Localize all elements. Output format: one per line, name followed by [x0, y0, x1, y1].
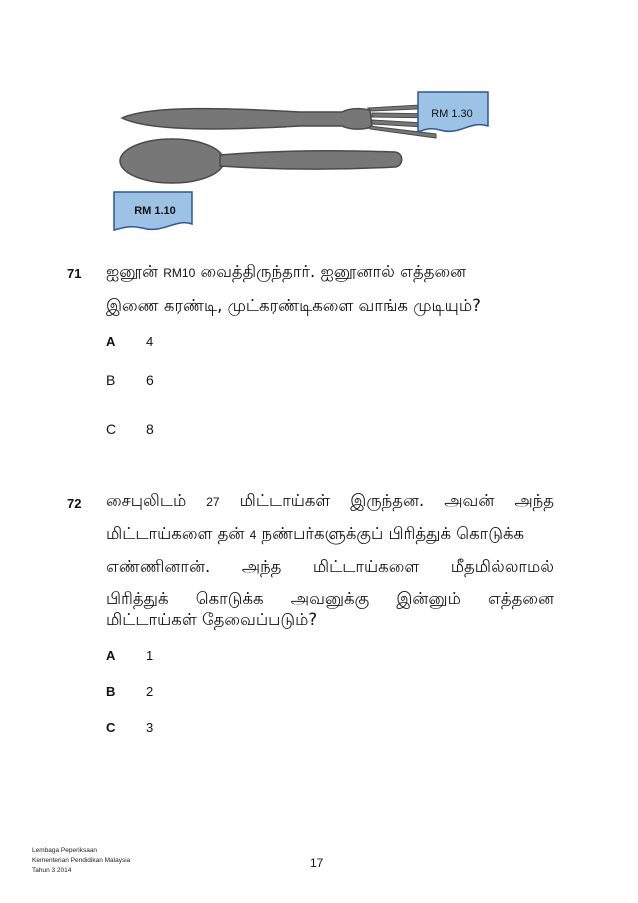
q72-word: சைபுலிடம்	[106, 491, 187, 510]
q72-word: இருந்தன.	[350, 491, 425, 510]
q72-option-c-value[interactable]: 3	[146, 720, 154, 735]
spoon-icon	[120, 139, 402, 183]
q72-count: 27	[206, 495, 220, 509]
question-71-line-1	[106, 262, 466, 284]
q71-amount: RM10	[163, 266, 196, 280]
spoon-price-label: RM 1.10	[134, 205, 176, 217]
q72-text: நண்பர்களுக்குப் பிரித்துக் கொடுக்க	[261, 524, 525, 543]
q72-friends: 4	[249, 528, 257, 542]
page-footer	[32, 846, 130, 876]
question-72-line-5: மிட்டாய்கள் தேவைப்படும்?	[106, 610, 318, 629]
question-72-line-2	[106, 524, 524, 546]
q72-text: மிட்டாய்களை தன்	[106, 524, 245, 543]
q72-word: எத்தனை	[488, 589, 555, 608]
question-71-line-2: இணை கரண்டி, முட்கரண்டிகளை வாங்க முடியும்?	[106, 296, 481, 315]
page-number: 17	[310, 856, 324, 870]
q71-option-c-label[interactable]: C	[106, 421, 117, 437]
q72-option-a-value[interactable]: 1	[146, 648, 154, 663]
q72-word: அந்த	[514, 491, 554, 510]
q72-option-b-value[interactable]: 2	[146, 684, 154, 699]
q72-word: பிரித்துக்	[106, 589, 169, 608]
cutlery-illustration	[0, 0, 638, 240]
fork-price-label: RM 1.30	[431, 108, 473, 120]
question-72-line-4	[106, 589, 554, 611]
q72-word: மிட்டாய்கள்	[239, 491, 331, 510]
question-71-number: 71	[67, 266, 82, 281]
q71-text: ஐனூன்	[106, 262, 158, 281]
footer-line-1: Lembaga Peperiksaan	[32, 847, 98, 854]
fork-icon	[122, 104, 440, 138]
question-72-line-3	[106, 557, 554, 579]
q71-option-b-label[interactable]: B	[106, 372, 116, 388]
q72-word: கொடுக்க	[195, 589, 264, 608]
q72-option-c-label[interactable]: C	[106, 720, 116, 735]
q72-word: மிட்டாய்களை	[312, 557, 420, 576]
q72-word: அவன்	[444, 491, 495, 510]
q72-option-a-label[interactable]: A	[106, 648, 116, 663]
q72-word: அந்த	[241, 557, 282, 576]
q71-option-a-label[interactable]: A	[106, 334, 116, 349]
q71-text: வைத்திருந்தார். ஐனூனால் எத்தனை	[200, 262, 467, 281]
q71-option-b-value[interactable]: 6	[146, 372, 154, 388]
q72-word: எண்ணினான்.	[106, 557, 211, 576]
q72-option-b-label[interactable]: B	[106, 684, 116, 699]
q71-option-c-value[interactable]: 8	[146, 421, 154, 437]
footer-line-3: Tahun 3 2014	[32, 867, 72, 874]
question-72-number: 72	[67, 496, 82, 511]
question-72-line-1	[106, 491, 554, 513]
footer-line-2: Kementerian Pendidikan Malaysia	[32, 857, 131, 864]
spoon-price-tag	[114, 192, 192, 230]
q72-word: இன்னும்	[396, 589, 461, 608]
q72-word: அவனுக்கு	[290, 589, 370, 608]
q72-word: மீதமில்லாமல்	[450, 557, 555, 576]
fork-price-tag	[418, 92, 488, 132]
q71-option-a-value[interactable]: 4	[146, 334, 154, 349]
